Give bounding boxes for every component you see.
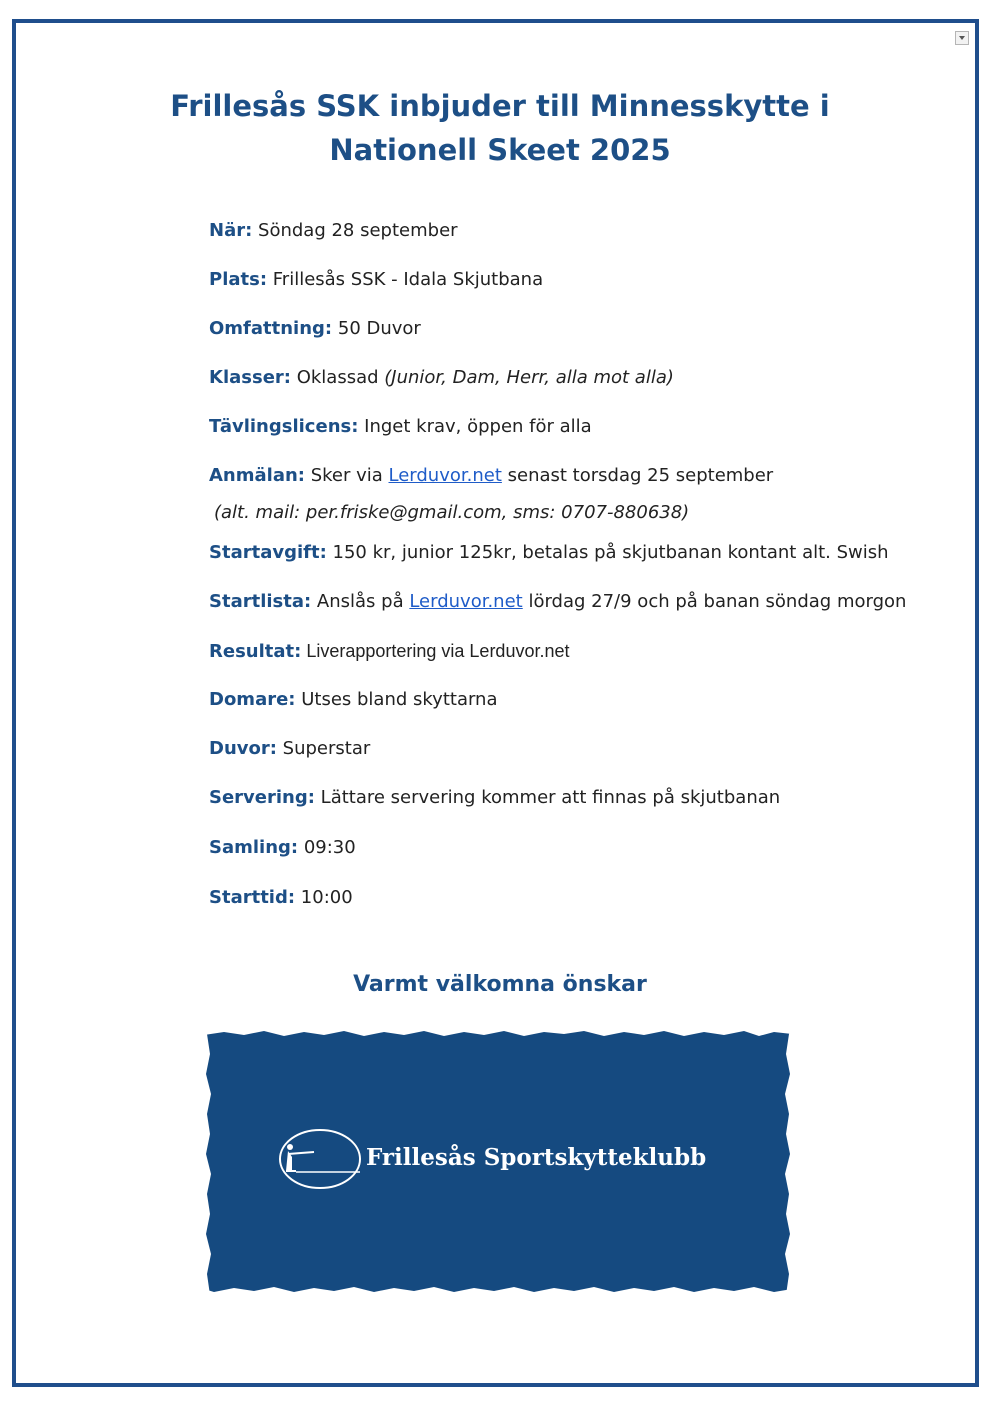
detail-value: Anslås på (311, 591, 410, 612)
detail-tavlingslicens (209, 415, 592, 439)
page-title (0, 84, 1000, 172)
detail-value: Frillesås SSK - Idala Skjutbana (267, 269, 544, 290)
detail-value: Inget krav, öppen för alla (358, 416, 592, 437)
lerduvor-link[interactable]: Lerduvor.net (409, 591, 523, 612)
detail-value: lördag 27/9 och på banan söndag morgon (522, 591, 907, 612)
scroll-down-icon[interactable] (955, 31, 969, 45)
detail-starttid (209, 886, 353, 910)
detail-servering (209, 786, 780, 810)
detail-label: Klasser: (209, 367, 291, 388)
detail-label: Samling: (209, 837, 299, 858)
detail-value: Sker via (304, 465, 389, 486)
detail-anmalan (209, 464, 773, 488)
detail-value: Superstar (276, 738, 371, 759)
detail-value: 09:30 (298, 837, 356, 858)
welcome-heading: Varmt välkomna önskar (353, 972, 647, 997)
detail-label: Tävlingslicens: (209, 416, 359, 437)
detail-nar (209, 219, 458, 243)
title-line-2: Nationell Skeet 2025 (329, 133, 671, 167)
detail-note: (Junior, Dam, Herr, alla mot alla) (384, 367, 674, 388)
logo-text: Frillesås Sportskytteklubb (366, 1144, 707, 1171)
detail-label: Servering: (209, 787, 315, 808)
detail-samling (209, 836, 356, 860)
detail-label: Startlista: (209, 591, 312, 612)
detail-anmalan-alt: (alt. mail: per.friske@gmail.com, sms: 0707-880638) (214, 502, 690, 523)
club-logo (204, 1029, 792, 1295)
detail-label: Starttid: (209, 887, 296, 908)
detail-omfattning (209, 317, 421, 341)
detail-label: Anmälan: (209, 465, 305, 486)
detail-value: Lättare servering kommer att finnas på skjutbanan (314, 787, 781, 808)
detail-domare (209, 688, 498, 712)
detail-value: 10:00 (295, 887, 353, 908)
detail-value: 150 kr, junior 125kr, betalas på skjutbanan kontant alt. Swish (326, 542, 889, 563)
shooter-emblem-icon (276, 1127, 362, 1193)
detail-startlista (209, 590, 906, 614)
detail-value: Liverapportering via Lerduvor.net (301, 641, 570, 661)
detail-value: Utses bland skyttarna (295, 689, 498, 710)
detail-label: Startavgift: (209, 542, 327, 563)
detail-value: 50 Duvor (332, 318, 421, 339)
detail-resultat (209, 639, 570, 664)
detail-value: Söndag 28 september (252, 220, 458, 241)
detail-label: Duvor: (209, 738, 277, 759)
lerduvor-link[interactable]: Lerduvor.net (388, 465, 502, 486)
detail-label: Resultat: (209, 641, 302, 662)
detail-label: Domare: (209, 689, 296, 710)
title-line-1: Frillesås SSK inbjuder till Minnesskytte i (170, 89, 830, 123)
detail-plats (209, 268, 543, 292)
detail-klasser (209, 366, 674, 390)
detail-value: senast torsdag 25 september (501, 465, 774, 486)
detail-startavgift (209, 541, 889, 565)
detail-label: När: (209, 220, 253, 241)
detail-label: Omfattning: (209, 318, 333, 339)
detail-label: Plats: (209, 269, 268, 290)
detail-duvor (209, 737, 370, 761)
detail-value: Oklassad (290, 367, 385, 388)
